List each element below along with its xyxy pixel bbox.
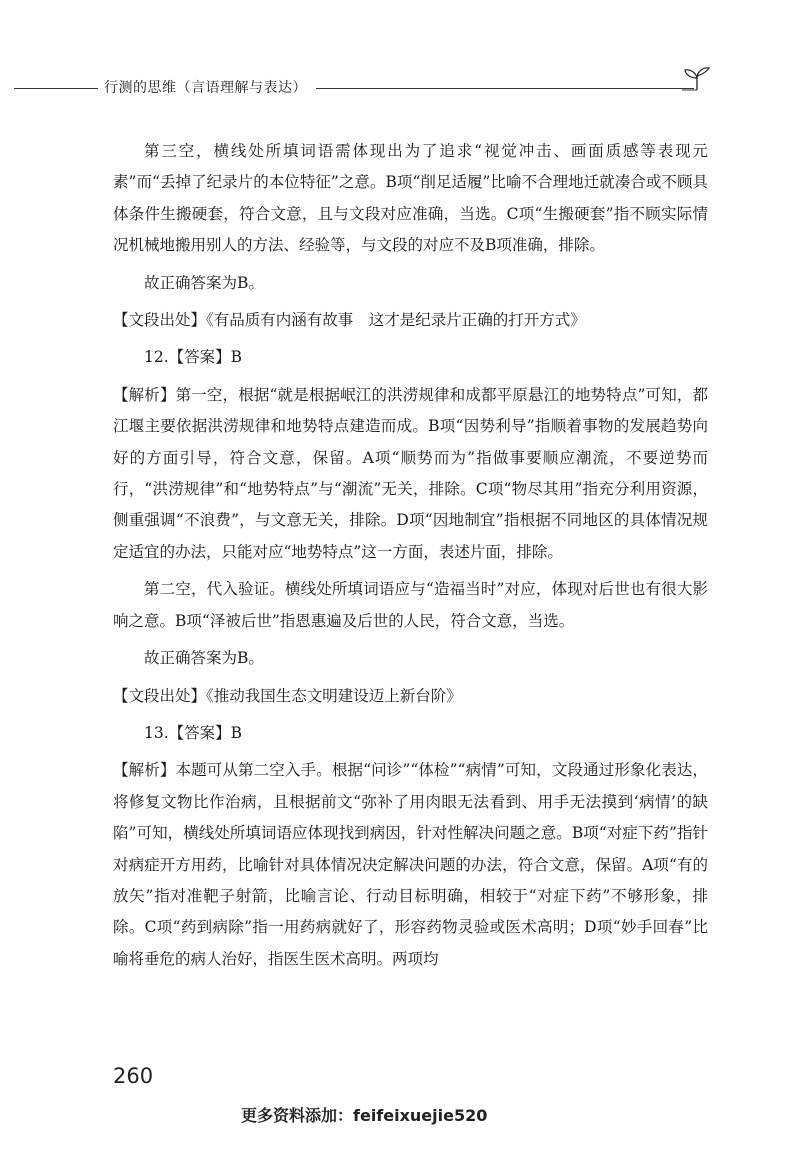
header-rule-right: [316, 88, 694, 89]
running-header: [0, 72, 800, 102]
paragraph-third-blank: 第三空，横线处所填词语需体现出为了追求“视觉冲击、画面质感等表现元素”而“丢掉了纪录片的本位特征”之意。B项“削足适履”比喻不合理地迁就凑合或不顾具体条件生搬硬套，符合文意，且与文段对应准确，当选。C项“生搬硬套”指不顾实际情况机械地搬用别人的方法、经验等，与文段的对应不及B项准确，排除。: [113, 142, 708, 255]
answer-line: 故正确答案为B。: [144, 649, 264, 668]
header-title: 行测的思维（言语理解与表达）: [104, 80, 307, 96]
sprout-icon: [680, 66, 714, 92]
page-number: 260: [113, 1064, 154, 1088]
paragraph-second-blank: 第二空，代入验证。横线处所填词语应与“造福当时”对应，体现对后世也有很大影响之意。B项“泽被后世”指恩惠遍及后世的人民，符合文意，当选。: [113, 580, 708, 630]
footer-note: 更多资料添加：feifeixuejie520: [241, 1106, 488, 1125]
header-rule-left: [14, 88, 98, 89]
question-13-answer: 13.【答案】B: [144, 723, 243, 742]
question-12-analysis: 【解析】第一空，根据“就是根据岷江的洪涝规律和成都平原悬江的地势特点”可知，都江堰主要依据洪涝规律和地势特点建造而成。B项“因势利导”指顺着事物的发展趋势向好的方面引导，符合文意，保留。A项“顺势而为”指做事要顺应潮流，不要逆势而行，“洪涝规律”和“地势特点”与“潮流”无关，排除。C项“物尽其用”指充分利用资源，侧重强调“不浪费”，与文意无关，排除。D项“因地制宜”指根据不同地区的具体情况规定适宜的办法，只能对应“地势特点”这一方面，表述片面，排除。: [113, 385, 708, 561]
question-13-analysis: 【解析】本题可从第二空入手。根据“问诊”“体检”“病情”可知，文段通过形象化表达，将修复文物比作治病，且根据前文“弥补了用肉眼无法看到、用手无法摸到‘病情’的缺陷”可知，横线处所填词语应体现找到病因，针对性解决问题之意。B项“对症下药”指针对病症开方用药，比喻针对具体情况决定解决问题的办法，符合文意，保留。A项“有的放矢”指对准靶子射箭，比喻言论、行动目标明确，相较于“对症下药”不够形象，排除。C项“药到病除”指一用药病就好了，形容药物灵验或医术高明；D项“妙手回春”比喻将垂危的病人治好，指医生医术高明。两项均: [113, 761, 708, 968]
page-body: [113, 136, 708, 975]
source-line: 【文段出处】《推动我国生态文明建设迈上新台阶》: [113, 686, 462, 705]
answer-line: 故正确答案为B。: [144, 273, 264, 292]
source-line: 【文段出处】《有品质有内涵有故事 这才是纪录片正确的打开方式》: [113, 311, 586, 330]
question-12-answer: 12.【答案】B: [144, 348, 243, 367]
